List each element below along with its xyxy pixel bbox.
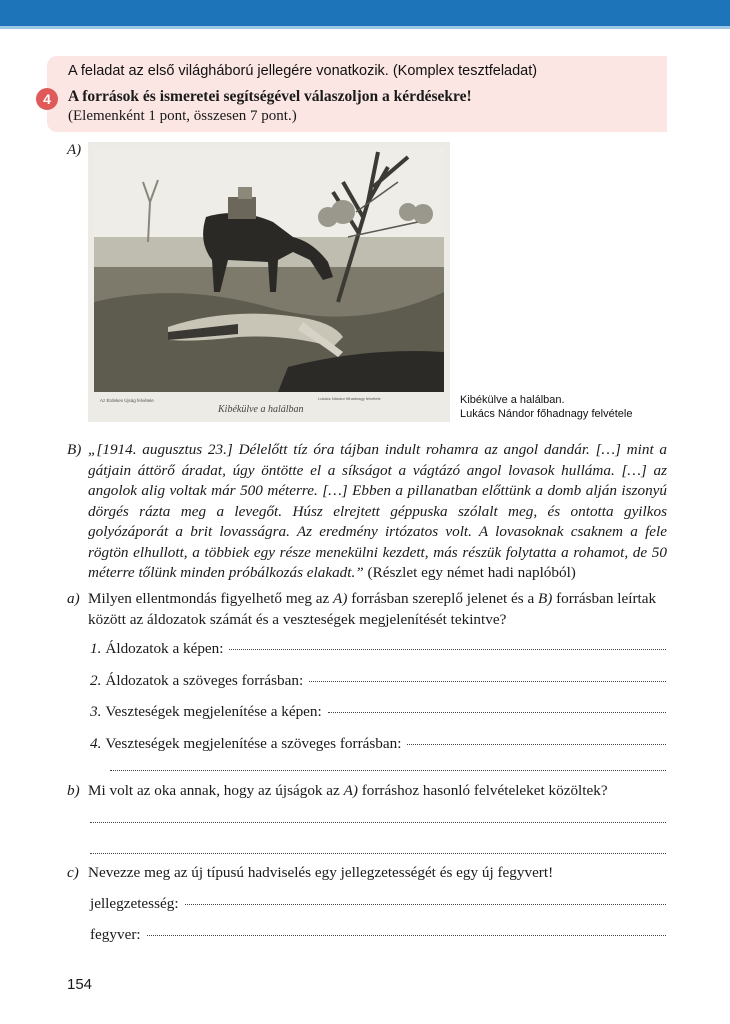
photo-inscription: Kibékülve a halálban	[218, 404, 304, 415]
item-number: 3.	[90, 703, 102, 720]
question-b-ref: A)	[343, 782, 358, 799]
question-a-text-2: forrásban szereplő jelenet és a	[347, 590, 538, 607]
task-points: (Elemenként 1 pont, összesen 7 pont.)	[68, 108, 297, 124]
source-b	[67, 440, 667, 584]
answer-line[interactable]	[185, 903, 666, 905]
question-a-ref-a: A)	[333, 590, 348, 607]
answer-line-extra[interactable]	[110, 770, 666, 771]
item-number: 4.	[90, 735, 102, 752]
weapon-label: fegyver:	[90, 926, 141, 943]
answer-line-b1[interactable]	[90, 822, 666, 823]
answer-line[interactable]	[229, 648, 666, 650]
answer-item-2[interactable]	[90, 672, 666, 690]
answer-line[interactable]	[309, 680, 666, 682]
answer-item-3[interactable]	[90, 703, 666, 721]
answer-line[interactable]	[328, 711, 666, 713]
item-number: 2.	[90, 672, 102, 689]
task-title: A források és ismeretei segítségével válaszoljon a kérdésekre!	[68, 88, 472, 105]
question-a	[67, 589, 667, 630]
answer-line[interactable]	[147, 934, 666, 936]
answer-weapon[interactable]	[90, 926, 666, 944]
question-c-label: c)	[67, 864, 79, 881]
question-b-text-2: forráshoz hasonló felvételeket közöltek?	[357, 782, 608, 799]
question-c-text: Nevezze meg az új típusú hadviselés egy jellegzetességét és egy új fegyvert!	[88, 864, 554, 881]
question-a-label: a)	[67, 590, 80, 607]
horse-photo-image	[88, 142, 450, 422]
item-label: Áldozatok a képen:	[105, 640, 224, 657]
photo-caption	[460, 393, 632, 421]
svg-text:Az Érdekes Újság felvétele: Az Érdekes Újság felvétele	[100, 398, 154, 403]
item-label: Veszteségek megjelenítése a szöveges forrásban:	[105, 735, 402, 752]
question-a-text: Milyen ellentmondás figyelhető meg az	[88, 590, 334, 607]
question-a-ref-b: B)	[537, 590, 553, 607]
header-stripe	[0, 26, 730, 29]
item-number: 1.	[90, 640, 102, 657]
photo-caption-title: Kibékülve a halálban.	[460, 394, 565, 406]
page-number: 154	[67, 976, 93, 993]
question-b-text: Mi volt az oka annak, hogy az újságok az	[88, 782, 344, 799]
question-a-text-3: forrásban leírtak között az áldozatok számát és a veszteségek megjelenítését tekintve?	[88, 590, 657, 628]
question-b-label: b)	[67, 782, 80, 799]
answer-feature[interactable]	[90, 895, 666, 913]
answer-line[interactable]	[407, 743, 666, 745]
task-number-badge: 4	[36, 88, 58, 110]
svg-text:Lukács Nándor főhadnagy felvét: Lukács Nándor főhadnagy felvétele	[318, 396, 381, 401]
item-label: Veszteségek megjelenítése a képen:	[105, 703, 322, 720]
photo-caption-credit: Lukács Nándor főhadnagy felvétele	[460, 408, 633, 420]
source-a-photo	[88, 142, 450, 422]
source-b-note: (Részlet egy német hadi naplóból)	[367, 564, 576, 581]
item-label: Áldozatok a szöveges forrásban:	[105, 672, 304, 689]
answer-item-4[interactable]	[90, 735, 666, 753]
task-intro: A feladat az első világháború jellegére vonatkozik. (Komplex tesztfeladat)	[68, 63, 538, 79]
answer-line-b2[interactable]	[90, 853, 666, 854]
header-bar	[0, 0, 730, 26]
source-b-label: B)	[67, 441, 82, 458]
feature-label: jellegzetesség:	[90, 895, 179, 912]
source-a-label: A)	[67, 142, 82, 158]
source-b-quote: „[1914. augusztus 23.] Délelőtt tíz óra tájban indult rohamra az angol dandár. […] mint a gátjain áttörő áradat, úgy öntötte el a síkságot a vágtázó angol lovasok hulláma. […] az angolok alig voltak már 500 méterre. […] Ebben a pillanatban előttünk a domb alján iszonyú dörgés rázta meg a levegőt. Húsz elrejtett géppuska szólalt meg, és ontotta gyilkos golyózáporát a brit lovasságra. Az eredmény irtózatos volt. A lovasoknak csaknem a fele rögtön elhullott, a többiek egy része menekülni kezdett, más részük folytatta a rohamot, de 50 méterre tőlünk minden próbálkozás elakadt.”	[88, 441, 667, 581]
answer-item-1[interactable]	[90, 640, 666, 658]
question-b	[67, 781, 667, 802]
question-c	[67, 863, 667, 884]
